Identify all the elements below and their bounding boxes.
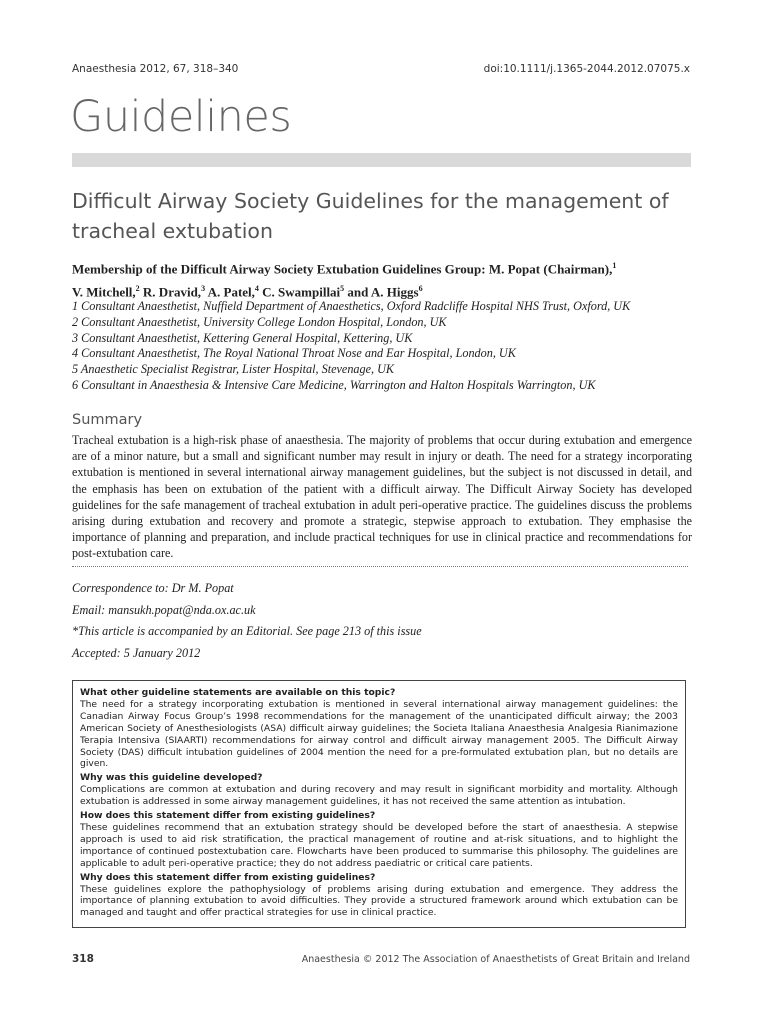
membership-intro: Membership of the Difficult Airway Society Extubation Guidelines Group: M. Popat (Chairman),	[72, 261, 613, 277]
summary-heading: Summary	[72, 412, 143, 428]
author-name: and A. Higgs	[347, 284, 419, 300]
key-points-box	[72, 680, 686, 928]
box-question: What other guideline statements are available on this topic?	[80, 687, 396, 698]
summary-paragraph: Tracheal extubation is a high-risk phase of anaesthesia. The majority of problems that occur during extubation and emergence are of a minor nature, but a small and significant number may result in injury or death. The need for a strategy incorporating extubation is mentioned in several international airway management guidelines, but the subject is not discussed in detail, and the emphasis has been on extubation of the patient with a difficult airway. The Difficult Airway Society has developed guidelines for the safe management of tracheal extubation in adult peri-operative practice. The guidelines discuss the problems arising during extubation and recovery and promote a strategic, stepwise approach to extubation. They emphasise the importance of planning and preparation, and include practical techniques for use in clinical practice and recommendations for post-extubation care.	[72, 433, 692, 561]
box-answer: Complications are common at extubation and during recovery and may result in significant morbidity and mortality. Although extubation is addressed in some airway management guidelines, it has not received the same attention as intubation.	[80, 784, 678, 808]
author-superscript: 6	[418, 284, 423, 294]
doi-link[interactable]: doi:10.1111/j.1365-2044.2012.07075.x	[483, 63, 690, 75]
box-answer: These guidelines explore the pathophysiology of problems arising during extubation and emergence. They address the importance of planning extubation to avoid difficulties. They provide a structured framework around which extubation can be managed and taught and offer practical strategies for use in clinical practice.	[80, 883, 678, 919]
author-superscript: 3	[201, 284, 206, 294]
affiliation-list	[72, 299, 712, 394]
section-divider-bar	[72, 153, 691, 167]
box-question: Why does this statement differ from existing guidelines?	[80, 871, 376, 883]
author-name: V. Mitchell,	[72, 284, 136, 300]
affiliation-item: 5 Anaesthetic Specialist Registrar, Lister Hospital, Stevenage, UK	[72, 362, 395, 377]
correspondence-block	[72, 578, 692, 664]
section-title: Guidelines	[70, 92, 292, 142]
box-question: How does this statement differ from existing guidelines?	[80, 810, 376, 822]
page-number: 318	[72, 953, 94, 965]
article-title: Difficult Airway Society Guidelines for the management of tracheal extubation	[72, 189, 669, 243]
correspondence-email[interactable]: Email: mansukh.popat@nda.ox.ac.uk	[72, 602, 256, 617]
box-answer: These guidelines recommend that an extubation strategy should be developed before the start of anaesthesia. A stepwise approach is used to aid risk stratification, the practical management of routine and at-risk situations, and to highlight the importance of continued postextubation care. Flowcharts have been produced to summarise this philosophy. The guidelines are applicable to adult peri-operative practice; they do not address paediatric or critical care patients.	[80, 821, 678, 869]
affiliation-item: 2 Consultant Anaesthetist, University College London Hospital, London, UK	[72, 314, 447, 329]
author-list	[72, 256, 692, 303]
author-superscript: 5	[340, 284, 345, 294]
box-answer: The need for a strategy incorporating extubation is mentioned in several international airway management guidelines: the Canadian Airway Focus Group’s 1998 recommendations for the management of the unanticipated difficult airway; the 2003 American Society of Anesthesiologists (ASA) difficult airway guidelines; the Societa Italiana Anaesthesia Analgesia Rianimazione Terapia Intensiva (SIAARTI) recommendations for airway control and difficult airway management 2005. The Difficult Airway Society (DAS) difficult intubation guidelines of 2004 mention the need for a pre-formulated extubation plan, but no details are given.	[80, 698, 678, 770]
footer-copyright: Anaesthesia © 2012 The Association of Anaesthetists of Great Britain and Ireland	[301, 954, 690, 965]
author-name: R. Dravid,	[142, 284, 202, 300]
dotted-divider	[72, 566, 688, 567]
affiliation-item: 3 Consultant Anaesthetist, Kettering General Hospital, Kettering, UK	[72, 330, 413, 345]
affiliation-item: 1 Consultant Anaesthetist, Nuffield Department of Anaesthetics, Oxford Radcliffe Hospital NHS Trust, Oxford, UK	[72, 299, 631, 313]
affiliation-item: 6 Consultant in Anaesthesia & Intensive Care Medicine, Warrington and Halton Hospitals Warrington, UK	[72, 377, 596, 392]
correspondence-name: Correspondence to: Dr M. Popat	[72, 581, 234, 595]
author-name: C. Swampillai	[262, 284, 341, 300]
journal-citation: Anaesthesia 2012, 67, 318–340	[72, 63, 239, 75]
author-superscript: 2	[135, 284, 140, 294]
affiliation-item: 4 Consultant Anaesthetist, The Royal National Throat Nose and Ear Hospital, London, UK	[72, 346, 516, 361]
editorial-note: *This article is accompanied by an Editorial. See page 213 of this issue	[72, 624, 422, 639]
accepted-date: Accepted: 5 January 2012	[72, 645, 201, 660]
author-superscript: 4	[254, 284, 259, 294]
box-question: Why was this guideline developed?	[80, 772, 263, 784]
author-superscript: 1	[612, 261, 617, 270]
author-name: A. Patel,	[207, 284, 255, 300]
